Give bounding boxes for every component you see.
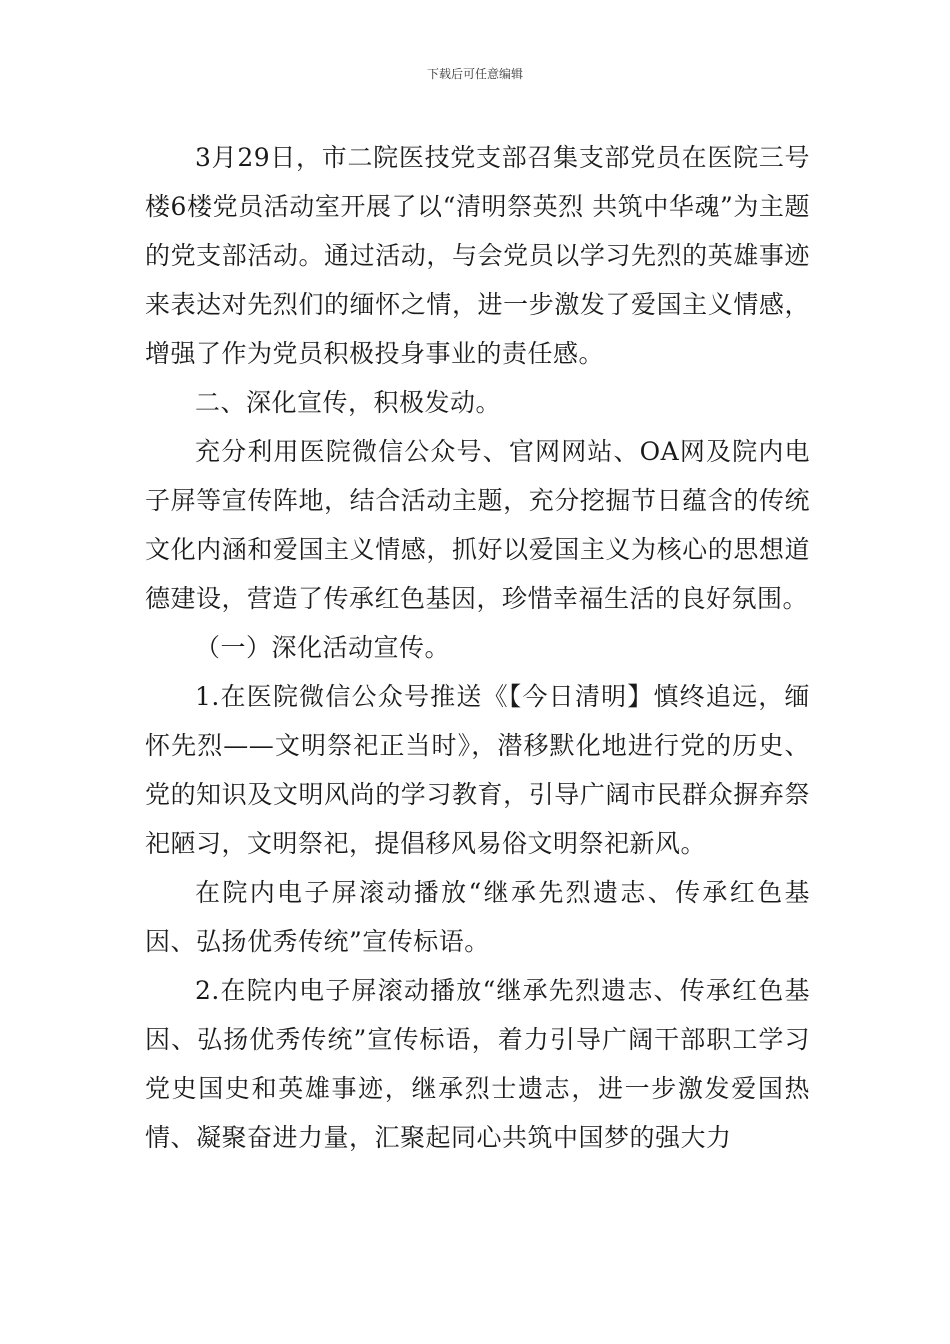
document-body bbox=[145, 133, 810, 1162]
subsection-heading-activity-publicity: （一）深化活动宣传。 bbox=[195, 633, 451, 662]
paragraph-activity-summary: 3月29日，市二院医技党支部召集支部党员在医院三号楼6楼党员活动室开展了以“清明祭英烈 共筑中华魂”为主题的党支部活动。通过活动，与会党员以学习先烈的英雄事迹来表达对先烈们的缅怀之情，进一步激发了爱国主义情感，增强了作为党员积极投身事业的责任感。 bbox=[145, 143, 810, 368]
paragraph-screen-slogan: 在院内电子屏滚动播放“继承先烈遗志、传承红色基因、弘扬优秀传统”宣传标语。 bbox=[145, 878, 810, 956]
paragraph-item-1-wechat: 1.在医院微信公众号推送《【今日清明】慎终追远，缅怀先烈——文明祭祀正当时》，潜移默化地进行党的历史、党的知识及文明风尚的学习教育，引导广阔市民群众摒弃祭祀陋习，文明祭祀，提倡移风易俗文明祭祀新风。 bbox=[145, 682, 810, 858]
section-heading-publicity: 二、深化宣传，积极发动。 bbox=[195, 388, 502, 417]
paragraph-publicity-channels: 充分利用医院微信公众号、官网网站、OA网及院内电子屏等宣传阵地，结合活动主题，充分挖掘节日蕴含的传统文化内涵和爱国主义情感，抓好以爱国主义为核心的思想道德建设，营造了传承红色基因，珍惜幸福生活的良好氛围。 bbox=[145, 437, 810, 613]
paragraph-item-2-screen: 2.在院内电子屏滚动播放“继承先烈遗志、传承红色基因、弘扬优秀传统”宣传标语，着力引导广阔干部职工学习党史国史和英雄事迹，继承烈士遗志，进一步激发爱国热情、凝聚奋进力量，汇聚起同心共筑中国梦的强大力 bbox=[145, 976, 810, 1152]
page-header-note: 下载后可任意编辑 bbox=[426, 67, 523, 81]
